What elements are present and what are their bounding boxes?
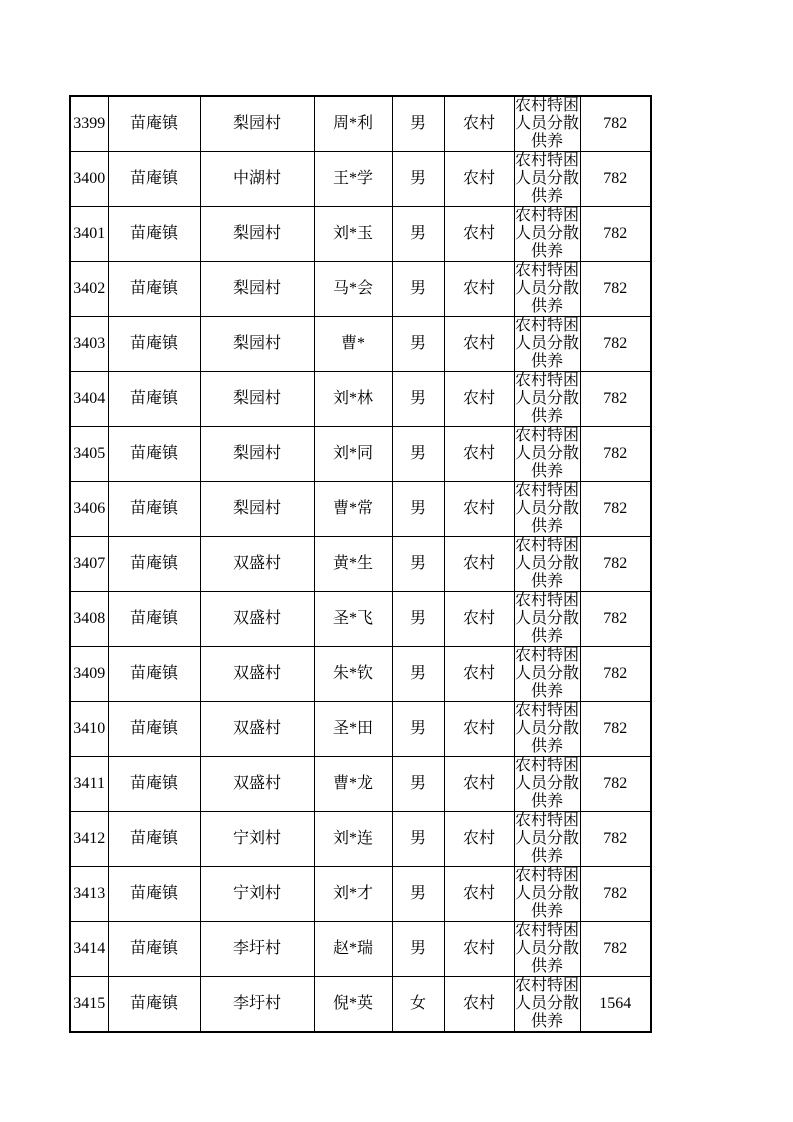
cell-sequence-number: 3399 (70, 96, 108, 152)
table-row (70, 152, 651, 207)
cell-gender: 男 (392, 647, 444, 702)
cell-sequence-number: 3404 (70, 372, 108, 427)
cell-gender: 男 (392, 372, 444, 427)
cell-area-type: 农村 (444, 647, 514, 702)
cell-town: 苗庵镇 (108, 207, 200, 262)
cell-village: 梨园村 (200, 317, 314, 372)
cell-village: 中湖村 (200, 152, 314, 207)
cell-gender: 男 (392, 867, 444, 922)
cell-village: 梨园村 (200, 262, 314, 317)
cell-area-type: 农村 (444, 207, 514, 262)
cell-area-type: 农村 (444, 757, 514, 812)
table-row (70, 702, 651, 757)
cell-aid-category: 农村特困人员分散供养 (514, 207, 579, 260)
cell-town: 苗庵镇 (108, 647, 200, 702)
cell-person-name: 马*会 (314, 262, 392, 317)
cell-amount: 1564 (580, 977, 651, 1033)
cell-town: 苗庵镇 (108, 317, 200, 372)
cell-aid-category: 农村特困人员分散供养 (514, 262, 579, 315)
cell-sequence-number: 3405 (70, 427, 108, 482)
cell-area-type: 农村 (444, 592, 514, 647)
cell-area-type: 农村 (444, 922, 514, 977)
cell-village: 双盛村 (200, 702, 314, 757)
cell-gender: 男 (392, 96, 444, 152)
table-row (70, 262, 651, 317)
cell-person-name: 刘*林 (314, 372, 392, 427)
cell-amount: 782 (580, 922, 651, 977)
cell-aid-category: 农村特困人员分散供养 (514, 427, 579, 480)
cell-gender: 男 (392, 317, 444, 372)
cell-village: 李圩村 (200, 922, 314, 977)
table-row (70, 867, 651, 922)
cell-gender: 男 (392, 207, 444, 262)
table-row (70, 482, 651, 537)
cell-person-name: 曹* (314, 317, 392, 372)
cell-sequence-number: 3409 (70, 647, 108, 702)
cell-gender: 男 (392, 537, 444, 592)
table-row (70, 372, 651, 427)
cell-person-name: 王*学 (314, 152, 392, 207)
cell-village: 双盛村 (200, 537, 314, 592)
cell-gender: 女 (392, 977, 444, 1033)
cell-village: 李圩村 (200, 977, 314, 1033)
cell-town: 苗庵镇 (108, 262, 200, 317)
cell-sequence-number: 3414 (70, 922, 108, 977)
cell-town: 苗庵镇 (108, 152, 200, 207)
cell-aid-category: 农村特困人员分散供养 (514, 482, 579, 535)
cell-person-name: 曹*龙 (314, 757, 392, 812)
cell-area-type: 农村 (444, 812, 514, 867)
cell-area-type: 农村 (444, 482, 514, 537)
cell-person-name: 刘*同 (314, 427, 392, 482)
cell-village: 梨园村 (200, 427, 314, 482)
cell-amount: 782 (580, 812, 651, 867)
cell-amount: 782 (580, 152, 651, 207)
table-row (70, 537, 651, 592)
table-row (70, 317, 651, 372)
cell-aid-category: 农村特困人员分散供养 (514, 647, 579, 700)
cell-amount: 782 (580, 482, 651, 537)
cell-town: 苗庵镇 (108, 922, 200, 977)
cell-sequence-number: 3411 (70, 757, 108, 812)
cell-gender: 男 (392, 152, 444, 207)
table-row (70, 757, 651, 812)
table-row (70, 812, 651, 867)
cell-village: 双盛村 (200, 757, 314, 812)
cell-gender: 男 (392, 757, 444, 812)
cell-person-name: 刘*连 (314, 812, 392, 867)
cell-gender: 男 (392, 482, 444, 537)
cell-town: 苗庵镇 (108, 96, 200, 152)
cell-town: 苗庵镇 (108, 867, 200, 922)
cell-area-type: 农村 (444, 152, 514, 207)
cell-person-name: 圣*飞 (314, 592, 392, 647)
cell-town: 苗庵镇 (108, 592, 200, 647)
cell-town: 苗庵镇 (108, 757, 200, 812)
cell-area-type: 农村 (444, 427, 514, 482)
cell-sequence-number: 3413 (70, 867, 108, 922)
cell-gender: 男 (392, 812, 444, 867)
cell-aid-category: 农村特困人员分散供养 (514, 537, 579, 590)
cell-town: 苗庵镇 (108, 977, 200, 1033)
cell-amount: 782 (580, 372, 651, 427)
cell-area-type: 农村 (444, 372, 514, 427)
cell-amount: 782 (580, 757, 651, 812)
cell-person-name: 曹*常 (314, 482, 392, 537)
cell-area-type: 农村 (444, 977, 514, 1033)
cell-town: 苗庵镇 (108, 702, 200, 757)
table-row (70, 207, 651, 262)
cell-person-name: 倪*英 (314, 977, 392, 1033)
cell-aid-category: 农村特困人员分散供养 (514, 152, 579, 205)
cell-person-name: 周*利 (314, 96, 392, 152)
cell-aid-category: 农村特困人员分散供养 (514, 592, 579, 645)
table-row (70, 977, 651, 1033)
cell-gender: 男 (392, 262, 444, 317)
table-row (70, 96, 651, 152)
cell-person-name: 朱*钦 (314, 647, 392, 702)
table-row (70, 647, 651, 702)
cell-person-name: 圣*田 (314, 702, 392, 757)
cell-gender: 男 (392, 427, 444, 482)
cell-person-name: 黄*生 (314, 537, 392, 592)
cell-amount: 782 (580, 262, 651, 317)
cell-gender: 男 (392, 702, 444, 757)
cell-person-name: 刘*才 (314, 867, 392, 922)
cell-sequence-number: 3410 (70, 702, 108, 757)
cell-village: 宁刘村 (200, 867, 314, 922)
cell-town: 苗庵镇 (108, 372, 200, 427)
cell-sequence-number: 3400 (70, 152, 108, 207)
cell-sequence-number: 3403 (70, 317, 108, 372)
cell-sequence-number: 3401 (70, 207, 108, 262)
cell-amount: 782 (580, 317, 651, 372)
cell-amount: 782 (580, 647, 651, 702)
cell-area-type: 农村 (444, 96, 514, 152)
cell-town: 苗庵镇 (108, 427, 200, 482)
cell-village: 双盛村 (200, 592, 314, 647)
cell-person-name: 赵*瑞 (314, 922, 392, 977)
cell-sequence-number: 3407 (70, 537, 108, 592)
cell-aid-category: 农村特困人员分散供养 (514, 317, 579, 370)
cell-amount: 782 (580, 427, 651, 482)
cell-gender: 男 (392, 592, 444, 647)
cell-sequence-number: 3408 (70, 592, 108, 647)
cell-person-name: 刘*玉 (314, 207, 392, 262)
cell-town: 苗庵镇 (108, 537, 200, 592)
cell-aid-category: 农村特困人员分散供养 (514, 812, 579, 865)
cell-sequence-number: 3402 (70, 262, 108, 317)
benefit-roster-table (69, 95, 652, 1033)
cell-aid-category: 农村特困人员分散供养 (514, 372, 579, 425)
cell-town: 苗庵镇 (108, 482, 200, 537)
cell-sequence-number: 3412 (70, 812, 108, 867)
cell-village: 梨园村 (200, 96, 314, 152)
cell-aid-category: 农村特困人员分散供养 (514, 757, 579, 810)
cell-gender: 男 (392, 922, 444, 977)
cell-village: 梨园村 (200, 482, 314, 537)
cell-amount: 782 (580, 96, 651, 152)
cell-amount: 782 (580, 537, 651, 592)
cell-area-type: 农村 (444, 867, 514, 922)
cell-aid-category: 农村特困人员分散供养 (514, 97, 579, 150)
cell-village: 梨园村 (200, 207, 314, 262)
cell-amount: 782 (580, 702, 651, 757)
cell-area-type: 农村 (444, 702, 514, 757)
cell-sequence-number: 3415 (70, 977, 108, 1033)
table-row (70, 922, 651, 977)
cell-village: 双盛村 (200, 647, 314, 702)
cell-village: 宁刘村 (200, 812, 314, 867)
cell-aid-category: 农村特困人员分散供养 (514, 977, 579, 1030)
cell-village: 梨园村 (200, 372, 314, 427)
cell-area-type: 农村 (444, 262, 514, 317)
cell-town: 苗庵镇 (108, 812, 200, 867)
cell-aid-category: 农村特困人员分散供养 (514, 867, 579, 920)
table-row (70, 427, 651, 482)
cell-sequence-number: 3406 (70, 482, 108, 537)
cell-area-type: 农村 (444, 537, 514, 592)
cell-aid-category: 农村特困人员分散供养 (514, 922, 579, 975)
cell-amount: 782 (580, 867, 651, 922)
table-row (70, 592, 651, 647)
cell-aid-category: 农村特困人员分散供养 (514, 702, 579, 755)
cell-amount: 782 (580, 592, 651, 647)
cell-area-type: 农村 (444, 317, 514, 372)
cell-amount: 782 (580, 207, 651, 262)
